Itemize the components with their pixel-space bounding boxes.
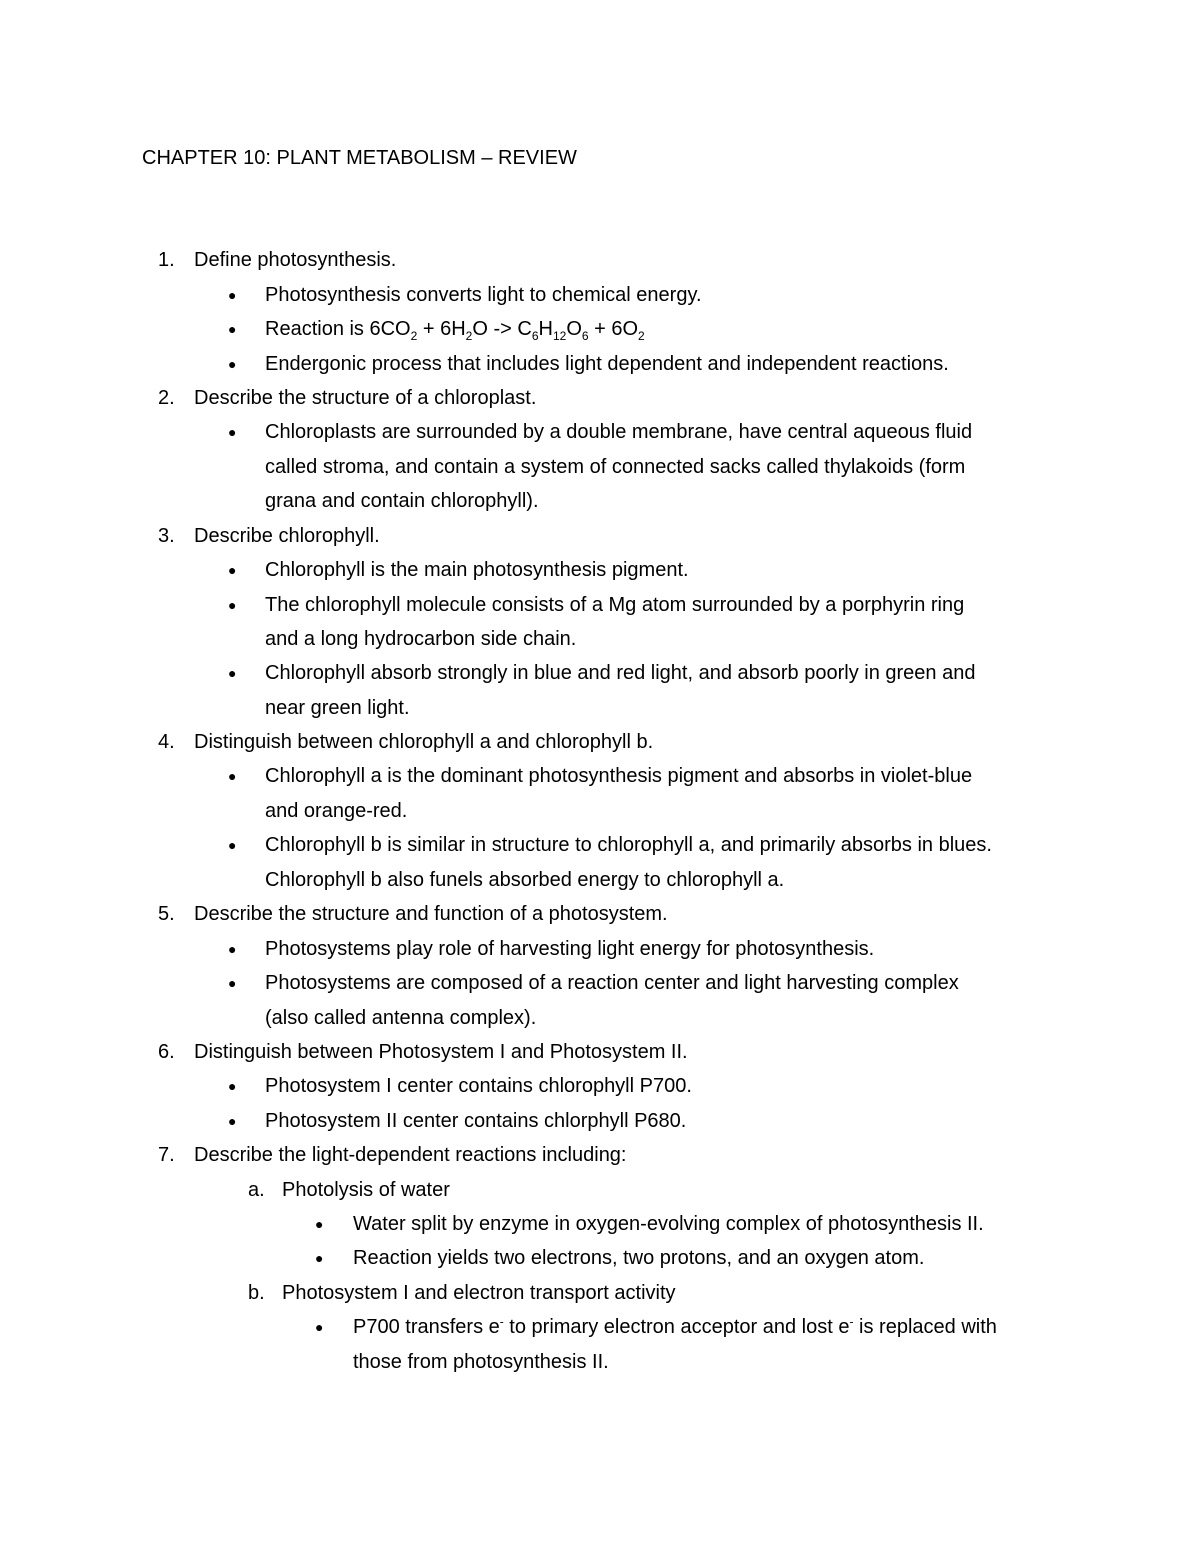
bullet-text: Water split by enzyme in oxygen-evolving complex of photosynthesis II. [353,1213,984,1235]
bullet-icon: ● [228,287,237,303]
subitem-text: Photosystem I and electron transport activity [282,1282,676,1304]
bullet-icon: ● [228,941,237,957]
question-4: Distinguish between chlorophyll a and chlorophyll b. [194,731,654,753]
bullet-icon: ● [228,562,237,578]
question-5: Describe the structure and function of a photosystem. [194,903,668,925]
item-number: 2. [158,387,175,409]
bullet-text: Reaction yields two electrons, two protons, and an oxygen atom. [353,1247,925,1269]
item-number: 5. [158,903,175,925]
bullet-icon: ● [228,321,237,337]
bullet-text: Photosystems are composed of a reaction center and light harvesting complex [265,972,959,994]
subitem-letter: b. [248,1282,265,1304]
bullet-text-cont: (also called antenna complex). [265,1007,537,1029]
bullet-text: Chloroplasts are surrounded by a double membrane, have central aqueous fluid [265,421,973,443]
bullet-text-cont: those from photosynthesis II. [353,1351,609,1373]
bullet-text-cont: and a long hydrocarbon side chain. [265,628,577,650]
bullet-text-cont: grana and contain chlorophyll). [265,490,539,512]
item-number: 6. [158,1041,175,1063]
question-7: Describe the light-dependent reactions including: [194,1144,627,1166]
bullet-icon: ● [228,975,237,991]
question-2: Describe the structure of a chloroplast. [194,387,537,409]
bullet-text: Chlorophyll b is similar in structure to chlorophyll a, and primarily absorbs in blues. [265,834,992,856]
item-number: 3. [158,525,175,547]
bullet-icon: ● [228,837,237,853]
page-title: CHAPTER 10: PLANT METABOLISM – REVIEW [142,147,577,169]
bullet-text-cont: near green light. [265,697,410,719]
item-number: 4. [158,731,175,753]
bullet-icon: ● [315,1319,324,1335]
bullet-icon: ● [228,597,237,613]
item-number: 1. [158,249,175,271]
bullet-text-cont: called stroma, and contain a system of connected sacks called thylakoids (form [265,456,966,478]
reaction-equation: Reaction is $6CO_2 + 6H_2O -> C_6H_{12}O_6 + 6O_2$ [265,318,645,343]
bullet-text: Chlorophyll a is the dominant photosynthesis pigment and absorbs in violet-blue [265,765,973,787]
bullet-icon: ● [228,768,237,784]
bullet-text: P700 transfers e- to primary electron acceptor and lost e- is replaced with [353,1314,997,1338]
item-number: 7. [158,1144,175,1166]
subitem-text: Photolysis of water [282,1179,450,1201]
bullet-text: Endergonic process that includes light dependent and independent reactions. [265,353,949,375]
question-1: Define photosynthesis. [194,249,397,271]
bullet-icon: ● [228,1113,237,1129]
bullet-text: Chlorophyll is the main photosynthesis pigment. [265,559,689,581]
bullet-icon: ● [228,665,237,681]
bullet-text: Photosystem II center contains chlorphyll P680. [265,1110,687,1132]
question-3: Describe chlorophyll. [194,525,380,547]
question-6: Distinguish between Photosystem I and Photosystem II. [194,1041,688,1063]
bullet-icon: ● [228,424,237,440]
bullet-text-cont: Chlorophyll b also funels absorbed energy to chlorophyll a. [265,869,785,891]
bullet-text: Chlorophyll absorb strongly in blue and red light, and absorb poorly in green and [265,662,976,684]
bullet-text: The chlorophyll molecule consists of a Mg atom surrounded by a porphyrin ring [265,594,965,616]
bullet-icon: ● [228,1078,237,1094]
bullet-icon: ● [315,1250,324,1266]
subitem-letter: a. [248,1179,265,1201]
bullet-text: Photosystems play role of harvesting light energy for photosynthesis. [265,938,875,960]
bullet-icon: ● [228,356,237,372]
bullet-text-cont: and orange-red. [265,800,408,822]
bullet-icon: ● [315,1216,324,1232]
bullet-text: Photosynthesis converts light to chemical energy. [265,284,702,306]
bullet-text: Photosystem I center contains chlorophyll P700. [265,1075,692,1097]
